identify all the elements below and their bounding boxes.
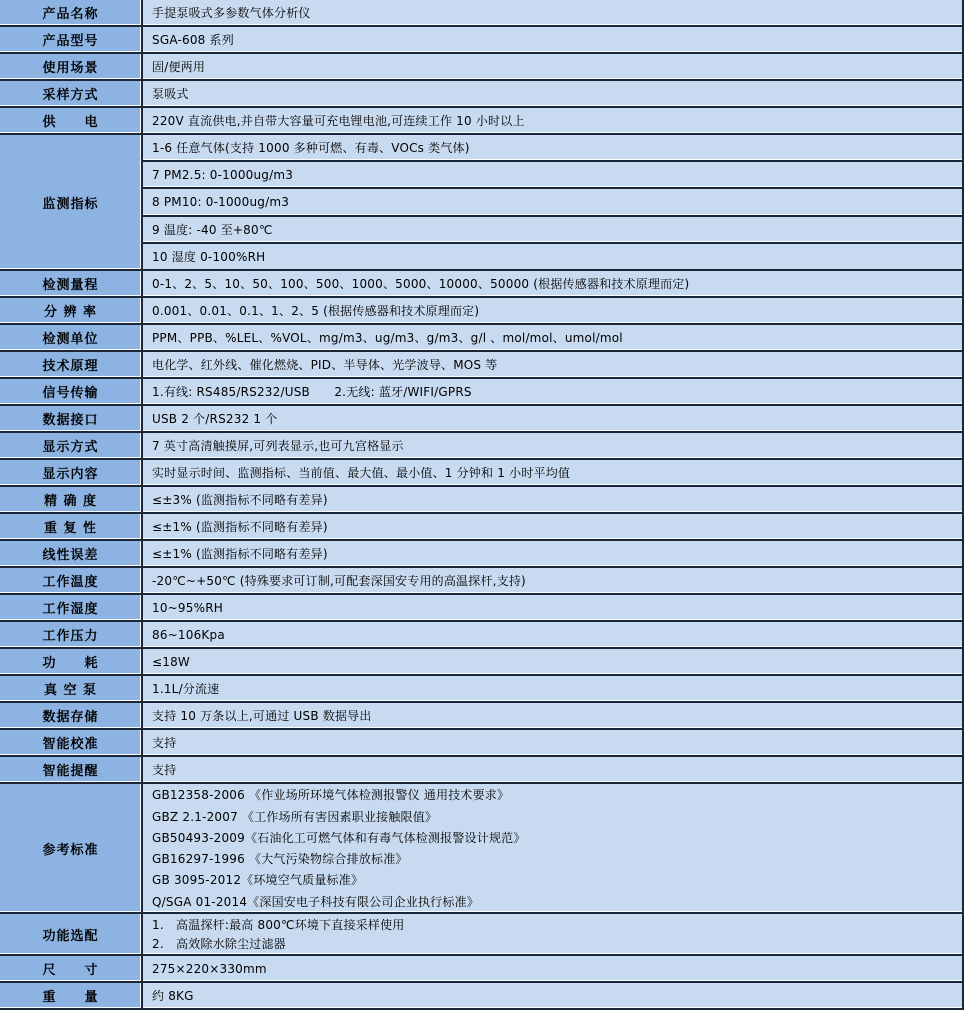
optional-function-list [143,914,962,954]
row-label: 线性误差 [0,541,143,566]
row-label: 重 量 [0,983,143,1008]
row-repeatability [0,514,962,541]
row-working-temperature [0,568,962,595]
row-value: 86~106Kpa [143,622,962,647]
row-dimensions [0,956,962,983]
row-label: 工作压力 [0,622,143,647]
row-label: 真 空 泵 [0,676,143,701]
row-label: 精 确 度 [0,487,143,512]
row-label: 工作温度 [0,568,143,593]
row-weight [0,983,962,1010]
row-label: 使用场景 [0,54,143,79]
row-value: SGA-608 系列 [143,27,962,52]
reference-standard-list [143,784,962,912]
row-value: 电化学、红外线、催化燃烧、PID、半导体、光学波导、MOS 等 [143,352,962,377]
row-resolution [0,298,962,325]
row-optional-functions [0,914,962,956]
row-working-pressure [0,622,962,649]
row-value: -20℃~+50℃ (特殊要求可订制,可配套深国安专用的高温探杆,支持) [143,568,962,593]
standard-item: GB12358-2006 《作业场所环境气体检测报警仪 通用技术要求》 [152,788,510,803]
row-label: 技术原理 [0,352,143,377]
indicator-item: 7 PM2.5: 0-1000ug/m3 [143,162,962,189]
indicator-item: 1-6 任意气体(支持 1000 多种可燃、有毒、VOCs 类气体) [143,135,962,162]
optional-item: 1. 高温探杆:最高 800℃环境下直接采样使用 [152,918,405,932]
row-value: 实时显示时间、监测指标、当前值、最大值、最小值、1 分钟和 1 小时平均值 [143,460,962,485]
row-label: 数据接口 [0,406,143,431]
standard-item: GB 3095-2012《环境空气质量标准》 [152,873,364,888]
row-detection-range [0,271,962,298]
row-value: 0.001、0.01、0.1、1、2、5 (根据传感器和技术原理而定) [143,298,962,323]
row-label: 参考标准 [0,784,143,912]
monitoring-indicator-list [143,135,962,269]
row-label: 检测量程 [0,271,143,296]
row-label: 重 复 性 [0,514,143,539]
row-data-interface [0,406,962,433]
row-label: 功 耗 [0,649,143,674]
row-value: USB 2 个/RS232 1 个 [143,406,962,431]
optional-item: 2. 高效除水除尘过滤器 [152,937,286,951]
row-label: 数据存储 [0,703,143,728]
standard-item: GBZ 2.1-2007 《工作场所有害因素职业接触限值》 [152,809,438,824]
row-signal-transmission [0,379,962,406]
row-product-name [0,0,962,27]
row-value: 0-1、2、5、10、50、100、500、1000、5000、10000、50000 (根据传感器和技术原理而定) [143,271,962,296]
row-value: 275×220×330mm [143,956,962,981]
row-value: 1.有线: RS485/RS232/USB 2.无线: 蓝牙/WIFI/GPRS [143,379,962,404]
row-accuracy [0,487,962,514]
row-value: 约 8KG [143,983,962,1008]
row-value: 泵吸式 [143,81,962,106]
row-usage-scenario [0,54,962,81]
row-value: 支持 [143,757,962,782]
row-value: ≤±3% (监测指标不同略有差异) [143,487,962,512]
row-label: 智能校准 [0,730,143,755]
row-label: 产品型号 [0,27,143,52]
row-value: 220V 直流供电,并自带大容量可充电锂电池,可连续工作 10 小时以上 [143,108,962,133]
row-power-consumption [0,649,962,676]
row-sampling-method [0,81,962,108]
row-reference-standards [0,784,962,914]
row-label: 供 电 [0,108,143,133]
row-smart-calibration [0,730,962,757]
row-value: 支持 [143,730,962,755]
row-label: 尺 寸 [0,956,143,981]
row-label: 产品名称 [0,0,143,25]
row-working-humidity [0,595,962,622]
indicator-item: 8 PM10: 0-1000ug/m3 [143,189,962,216]
row-value: PPM、PPB、%LEL、%VOL、mg/m3、ug/m3、g/m3、g/l 、mol/mol、umol/mol [143,325,962,350]
row-value: ≤±1% (监测指标不同略有差异) [143,514,962,539]
row-technical-principle [0,352,962,379]
row-display-content [0,460,962,487]
row-monitoring-indicators [0,135,962,271]
row-data-storage [0,703,962,730]
row-label: 工作湿度 [0,595,143,620]
standard-item: GB16297-1996 《大气污染物综合排放标准》 [152,852,408,867]
row-value: 支持 10 万条以上,可通过 USB 数据导出 [143,703,962,728]
standard-item: Q/SGA 01-2014《深国安电子科技有限公司企业执行标准》 [152,894,479,909]
row-label: 采样方式 [0,81,143,106]
row-value: 10~95%RH [143,595,962,620]
row-label: 监测指标 [0,135,143,269]
row-label: 检测单位 [0,325,143,350]
row-label: 信号传输 [0,379,143,404]
row-value: 1.1L/分流速 [143,676,962,701]
row-detection-unit [0,325,962,352]
row-power-supply [0,108,962,135]
row-label: 分 辨 率 [0,298,143,323]
row-value: ≤18W [143,649,962,674]
indicator-item: 9 温度: -40 至+80℃ [143,217,962,244]
indicator-item: 10 湿度 0-100%RH [143,244,962,269]
row-value: ≤±1% (监测指标不同略有差异) [143,541,962,566]
row-value: 7 英寸高清触摸屏,可列表显示,也可九宫格显示 [143,433,962,458]
row-value: 手提泵吸式多参数气体分析仪 [143,0,962,25]
row-linearity-error [0,541,962,568]
standard-item: GB50493-2009《石油化工可燃气体和有毒气体检测报警设计规范》 [152,830,526,845]
row-vacuum-pump [0,676,962,703]
row-smart-reminder [0,757,962,784]
row-product-model [0,27,962,54]
row-label: 显示内容 [0,460,143,485]
row-value: 固/便两用 [143,54,962,79]
row-label: 智能提醒 [0,757,143,782]
row-label: 显示方式 [0,433,143,458]
row-display-mode [0,433,962,460]
row-label: 功能选配 [0,914,143,954]
